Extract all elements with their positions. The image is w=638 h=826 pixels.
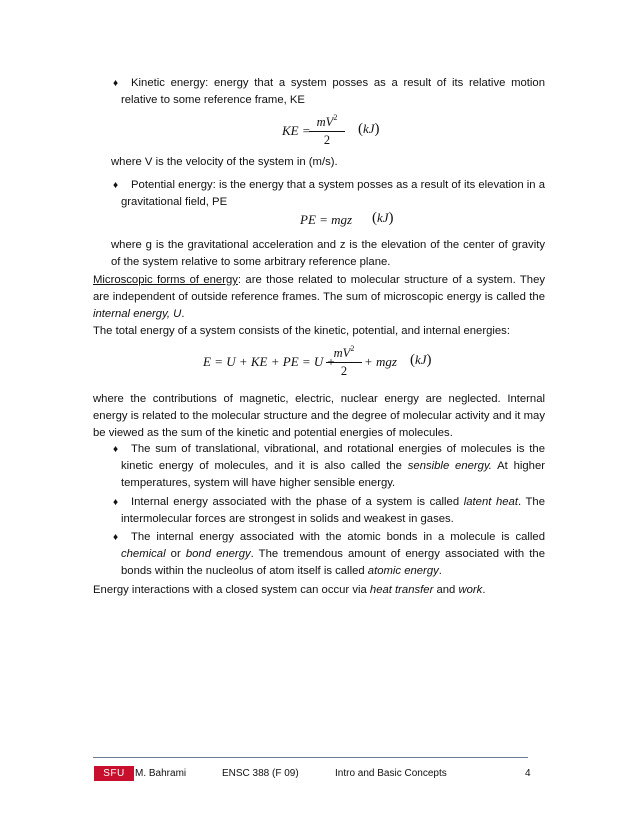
footer-course: ENSC 388 (F 09) (222, 768, 299, 779)
ke-equation-fraction (309, 113, 345, 148)
pe-equation: PE = mgz (300, 212, 353, 227)
microscopic-heading: Microscopic forms of energy (93, 274, 238, 286)
latent-heat-bullet: Internal energy associated with the phase of a system is called latent heat. The intermolecular forces are strongest in solids and weakest in gases. (121, 496, 546, 525)
potential-energy-definition: Potential energy: is the energy that a system posses as a result of its elevation in a gravitational field, PE (121, 179, 545, 208)
footer-author: M. Bahrami (135, 768, 187, 779)
total-equation-fraction: $\frac{mV^2}{2}$ (326, 344, 362, 379)
pe-unit: (kJ) (372, 210, 394, 226)
ke-equation-lhs: KE = (282, 123, 311, 138)
ke-numerator: mV (316, 115, 334, 129)
bullet-icon: ♦ (113, 497, 119, 508)
total-equation-lhs: E = U + KE + PE = U + (203, 354, 336, 369)
bullet-icon: ♦ (113, 444, 119, 455)
bullet-icon: ♦ (113, 532, 119, 543)
internal-energy-term: internal energy, U (93, 308, 182, 320)
total-unit: (kJ) (410, 352, 432, 368)
bullet-icon: ♦ (113, 78, 119, 89)
footer-page-number: 4 (525, 768, 531, 779)
chemical-energy-bullet: The internal energy associated with the atomic bonds in a molecule is called chemical or bond energy. The tremendous amount of energy associated with the bonds within the nucleolus of atom itself is called atomic energy. (121, 531, 545, 577)
pe-gravity-note: where g is the gravitational acceleration and z is the elevation of the center of gravity of the system relative to some arbitrary reference plane. (111, 239, 545, 268)
sfu-logo: SFU (94, 766, 134, 781)
microscopic-energy-paragraph: Microscopic forms of energy: are those related to molecular structure of a system. They are independent of outside reference frames. The sum of microscopic energy is called the internal energy, U. (93, 274, 545, 320)
ke-unit: (kJ) (358, 121, 380, 137)
footer-divider (93, 757, 528, 758)
total-equation-rhs: + mgz (364, 354, 397, 369)
energy-interactions-sentence: Energy interactions with a closed system can occur via heat transfer and work. (93, 584, 486, 596)
ke-exponent: 2 (333, 113, 338, 122)
kinetic-energy-definition: Kinetic energy: energy that a system posses as a result of its relative motion relative to some reference frame, KE (121, 77, 545, 106)
ke-denominator: 2 (323, 133, 331, 147)
contributions-paragraph: where the contributions of magnetic, electric, nuclear energy are neglected. Internal energy is related to the molecular structure and the degree of molecular activity and it may be viewed as the sum of the kinetic and potential energies of molecules. (93, 393, 545, 439)
total-energy-intro: The total energy of a system consists of the kinetic, potential, and internal energies: (93, 325, 510, 337)
ke-velocity-note: where V is the velocity of the system in (m/s). (111, 156, 338, 168)
footer-chapter: Intro and Basic Concepts (335, 768, 447, 779)
bullet-icon: ♦ (113, 180, 119, 191)
sensible-energy-bullet: The sum of translational, vibrational, and rotational energies of molecules is the kinetic energy of molecules, and it is also called the sensible energy. At higher temperatures, system will have higher sensible energy. (121, 443, 545, 489)
